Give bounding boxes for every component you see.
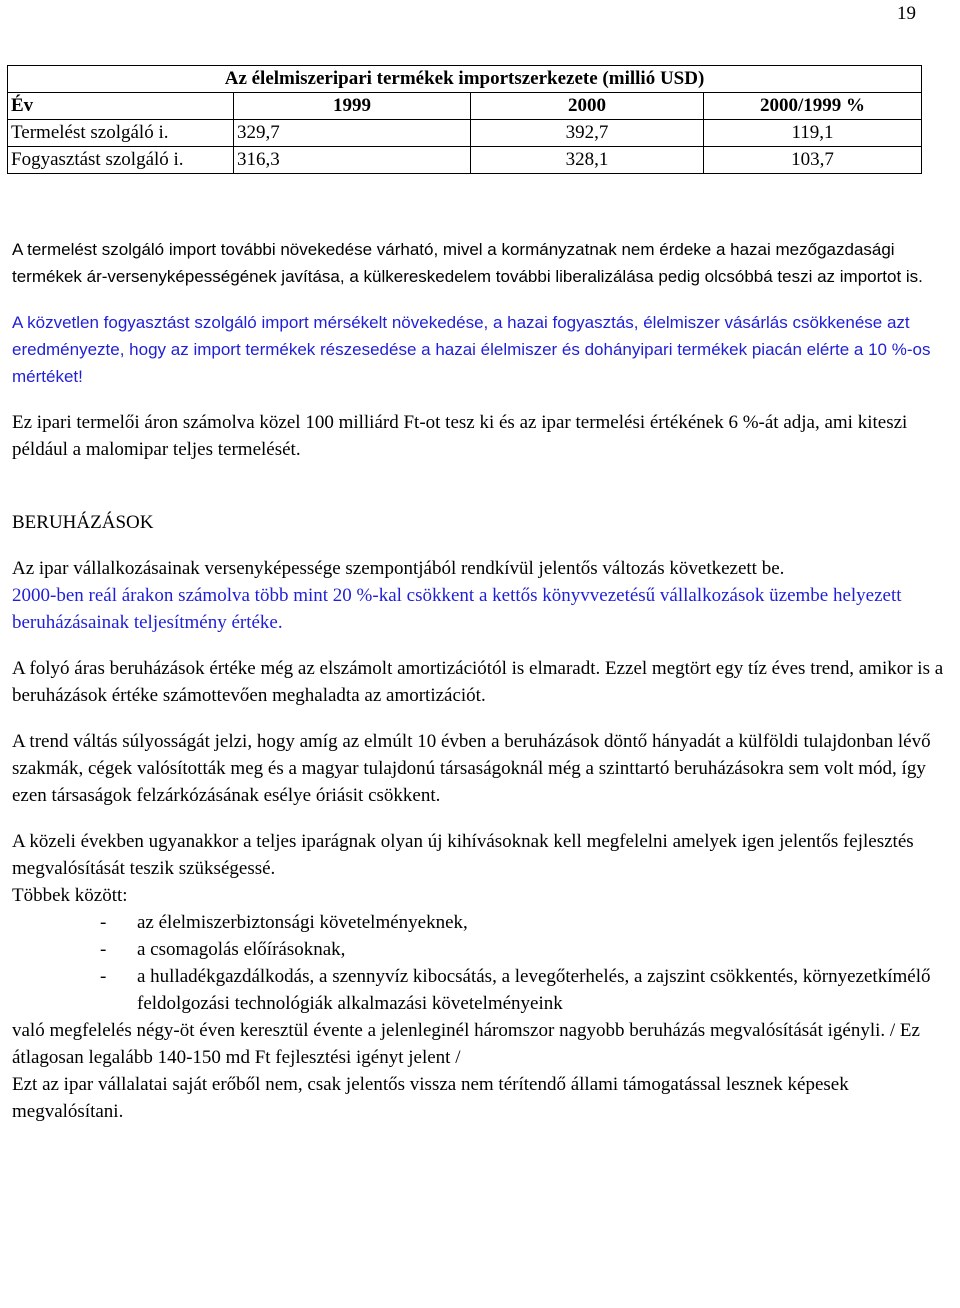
paragraph-consumer-import: A közvetlen fogyasztást szolgáló import mérsékelt növekedése, a hazai fogyasztás, élelmiszer vásárlás csökkenése azt eredményezte, hogy az import termékek részesedése a hazai élelmiszer és dohányipari termékek piacán elérte a 10 %-os mértéket!	[12, 313, 931, 386]
document-body	[12, 236, 952, 1125]
table-title: Az élelmiszeripari termékek importszerkezete (millió USD)	[8, 66, 922, 93]
table-header-cell: 1999	[234, 93, 471, 120]
table-row	[8, 120, 922, 147]
list-item-text: az élelmiszerbiztonsági követelményeknek,	[137, 912, 468, 933]
paragraph-investment-need: való megfelelés négy-öt éven keresztül évente a jelenleginél háromszor nagyobb beruházás megvalósítását igényli. / Ez átlagosan legalább 140-150 md Ft fejlesztési igényt jelent /	[12, 1020, 920, 1068]
table-cell: 328,1	[471, 147, 704, 174]
table-cell: Termelést szolgáló i.	[8, 120, 234, 147]
list-item-text: a csomagolás előírásoknak,	[137, 939, 346, 960]
page-number: 19	[897, 3, 916, 24]
table-header-cell: Év	[8, 93, 234, 120]
requirements-list	[12, 909, 952, 1017]
list-item-text: a hulladékgazdálkodás, a szennyvíz kibocsátás, a levegőterhelés, a zajszint csökkentés, környezetkímélő feldolgozási technológiák alkalmazási követelményeink	[137, 966, 931, 1014]
list-item: - az élelmiszerbiztonsági követelményeknek,	[100, 912, 468, 933]
paragraph-amortization: A folyó áras beruházások értéke még az elszámolt amortizációtól is elmaradt. Ezzel megtört egy tíz éves trend, amikor is a beruházások értéke számottevően meghaladta az amortizációt.	[12, 658, 944, 706]
table-header-row	[8, 93, 922, 120]
table-header-cell: 2000/1999 %	[704, 93, 922, 120]
table-cell: 392,7	[471, 120, 704, 147]
paragraph-investment-drop: 2000-ben reál árakon számolva több mint 20 %-kal csökkent a kettős könyvvezetésű vállalkozások üzembe helyezett beruházásainak teljesítmény értéke.	[12, 585, 902, 633]
table-header-cell: 2000	[471, 93, 704, 120]
paragraph-trend-change: A trend váltás súlyosságát jelzi, hogy amíg az elmúlt 10 évben a beruházások döntő hányadát a külföldi tulajdonban lévő szakmák, cégek valósították meg és a magyar tulajdonú társaságoknál még a szinttartó beruházásokra sem volt mód, így ezen társaságok felzárkózásának esélye óriásit csökkent.	[12, 731, 931, 806]
table-cell: Fogyasztást szolgáló i.	[8, 147, 234, 174]
table-cell: 103,7	[704, 147, 922, 174]
table-cell: 119,1	[704, 120, 922, 147]
paragraph-import-growth: A termelést szolgáló import további növekedése várható, mivel a kormányzatnak nem érdeke a hazai mezőgazdasági termékek ár-versenyképességének javítása, a külkereskedelem további liberalizálása pedig olcsóbbá teszi az importot is.	[12, 240, 923, 286]
paragraph-challenges: A közeli években ugyanakkor a teljes iparágnak olyan új kihívásoknak kell megfelelni amelyek igen jelentős fejlesztés megvalósítását teszik szükségessé.	[12, 831, 914, 879]
table-cell: 329,7	[234, 120, 471, 147]
section-heading: BERUHÁZÁSOK	[12, 512, 154, 533]
paragraph-competitiveness: Az ipar vállalkozásainak versenyképessége szempontjából rendkívül jelentős változás következett be.	[12, 558, 785, 579]
paragraph-state-support: Ezt az ipar vállalatai saját erőből nem, csak jelentős vissza nem térítendő állami támogatással lesznek képesek megvalósítani.	[12, 1074, 849, 1122]
list-item: - a csomagolás előírásoknak,	[100, 939, 346, 960]
list-item: - a hulladékgazdálkodás, a szennyvíz kibocsátás, a levegőterhelés, a zajszint csökkentés, környezetkímélő feldolgozási technológiák alkalmazási követelményeink	[100, 966, 931, 1014]
table-title-row	[8, 66, 922, 93]
paragraph-producer-price: Ez ipari termelői áron számolva közel 100 milliárd Ft-ot tesz ki és az ipar termelési értékének 6 %-át adja, ami kiteszi például a malomipar teljes termelését.	[12, 412, 908, 460]
table-cell: 316,3	[234, 147, 471, 174]
list-intro: Többek között:	[12, 885, 128, 906]
import-structure-table	[7, 65, 922, 174]
table-row	[8, 147, 922, 174]
